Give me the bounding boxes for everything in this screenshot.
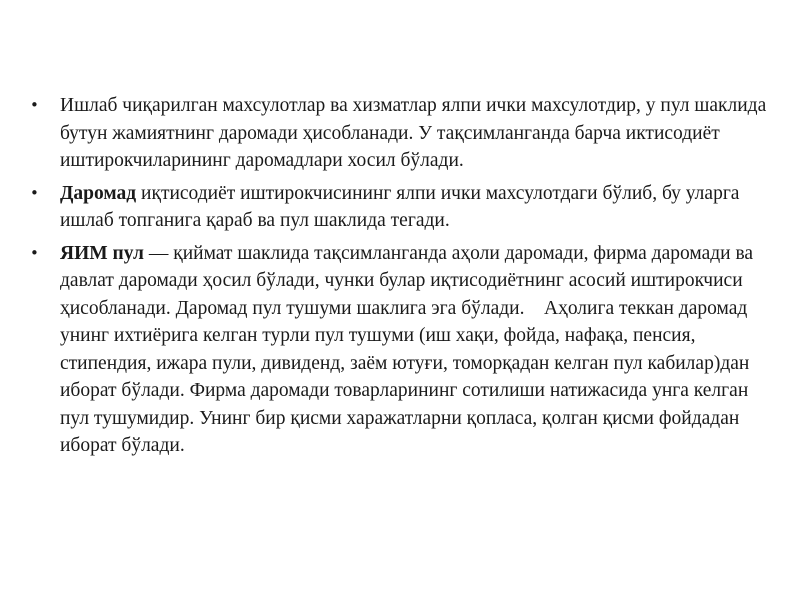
bullet-item-1 bbox=[28, 92, 768, 175]
bullet-text: иқтисодиёт иштирокчисининг ялпи ички махсулотдаги бўлиб, бу уларга ишлаб топганига қараб ва пул шаклида тегади. bbox=[60, 182, 740, 231]
bullet-dot-icon: • bbox=[30, 183, 39, 202]
bullet-dot-icon: • bbox=[30, 243, 39, 262]
bullet-list bbox=[28, 92, 768, 465]
bullet-dot-icon: • bbox=[30, 96, 39, 114]
bullet-term: ЯИМ пул bbox=[60, 242, 144, 264]
bullet-item-3 bbox=[28, 240, 768, 460]
bullet-text: — қиймат шаклида тақсимланганда аҳоли даромади, фирма даромади ва давлат даромади ҳосил бўлади, чунки булар иқтисодиётнинг асосий иштирокчиси ҳисобланади. Даромад пул тушуми шаклига эга бўлади. Аҳолига теккан даромад унинг ихтиёрига келган турли пул тушуми (иш хақи, фойда, нафақа, пенсия, стипендия, ижара пули, дивиденд, заём ютуғи, томорқадан келган пул кабилар)дан иборат бўлади. Фирма даромади товарларининг сотилиши натижасида унга келган пул тушумидир. Унинг бир қисми харажатларни қопласа, қолган қисми фойдадан иборат бўлади. bbox=[60, 242, 758, 456]
bullet-text: Ишлаб чиқарилган махсулотлар ва хизматлар ялпи ички махсулотдир, у пул шаклида бутун жамиятнинг даромади ҳисобланади. У тақсимланганда барча иктисодиёт иштирокчиларининг даромадлари хосил бўлади. bbox=[60, 95, 767, 171]
bullet-term: Даромад bbox=[60, 182, 137, 204]
bullet-item-2 bbox=[28, 180, 768, 235]
